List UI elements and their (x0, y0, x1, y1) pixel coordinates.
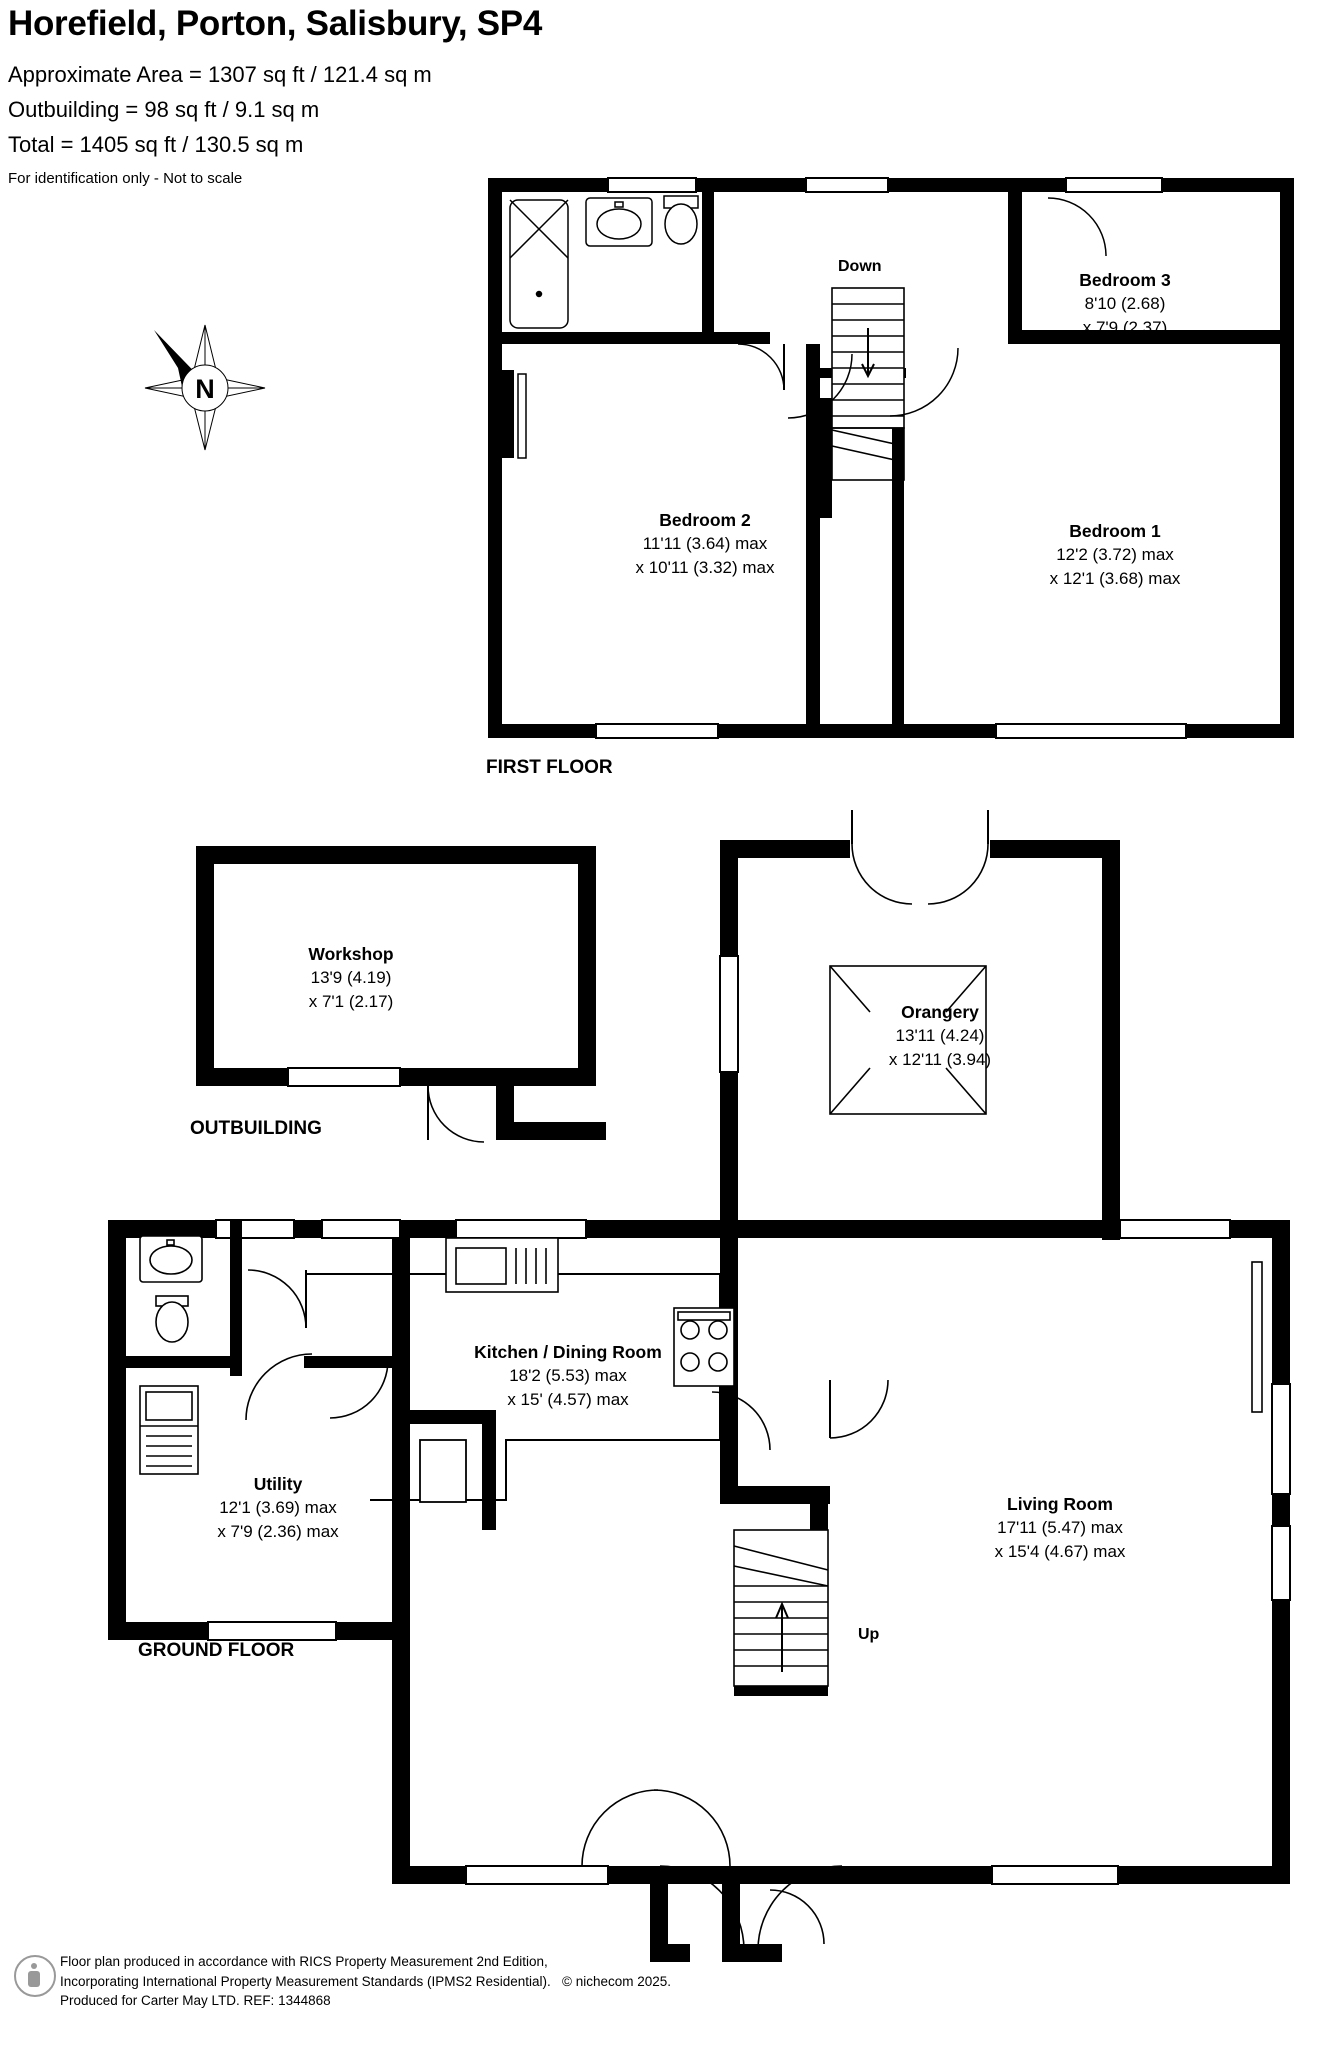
room-label-living-room (900, 1492, 1220, 1563)
disclaimer-text: For identification only - Not to scale (8, 170, 243, 187)
room-label-bedroom-1 (990, 519, 1240, 590)
room-dim-2: x 15' (4.57) max (507, 1389, 629, 1409)
footer-line-1: Floor plan produced in accordance with RICS Property Measurement 2nd Edition, (60, 1954, 548, 1969)
room-name: Living Room (1007, 1494, 1113, 1514)
footer-text (60, 1952, 671, 2011)
room-name: Bedroom 3 (1079, 270, 1171, 290)
room-label-kitchen-dining (378, 1340, 758, 1411)
stair-label-up: Up (858, 1626, 880, 1643)
room-dim-1: 8'10 (2.68) (1084, 294, 1166, 314)
room-dim-2: x 12'11 (3.94) (888, 1049, 992, 1069)
floor-label-outbuilding: OUTBUILDING (190, 1118, 322, 1139)
stair-label-down: Down (838, 258, 882, 275)
room-dim-1: 13'11 (4.24) (895, 1026, 985, 1046)
room-dim-2: x 10'11 (3.32) max (635, 557, 775, 577)
nichecom-logo (14, 1955, 56, 1997)
footer-line-2: Incorporating International Property Measurement Standards (IPMS2 Residential). (60, 1973, 551, 1989)
room-dim-2: x 15'4 (4.67) max (994, 1541, 1126, 1561)
room-dim-1: 11'11 (3.64) max (642, 534, 768, 554)
floor-label-first-floor: FIRST FLOOR (486, 757, 613, 778)
outbuilding-area-text: Outbuilding = 98 sq ft / 9.1 sq m (8, 97, 320, 122)
room-dim-1: 13'9 (4.19) (310, 968, 392, 988)
room-label-bedroom-2 (580, 508, 830, 579)
room-dim-1: 12'2 (3.72) max (1056, 545, 1174, 565)
footer-line-3: Produced for Carter May LTD. REF: 1344868 (60, 1993, 331, 2009)
page-title: Horefield, Porton, Salisbury, SP4 (8, 4, 543, 43)
room-name: Bedroom 1 (1069, 521, 1161, 541)
room-name: Workshop (308, 944, 394, 964)
room-dim-2: x 7'9 (2.36) max (217, 1521, 339, 1541)
room-name: Kitchen / Dining Room (474, 1342, 662, 1362)
approximate-area-text: Approximate Area = 1307 sq ft / 121.4 sq m (8, 62, 432, 87)
floor-label-ground-floor: GROUND FLOOR (138, 1640, 295, 1661)
footer-copyright: © nichecom 2025. (562, 1973, 672, 1989)
total-area-text: Total = 1405 sq ft / 130.5 sq m (8, 132, 304, 157)
first-floor-plan (488, 178, 1294, 738)
room-name: Utility (253, 1474, 303, 1494)
room-dim-1: 17'11 (5.47) max (997, 1518, 1123, 1538)
room-dim-2: x 7'1 (2.17) (308, 991, 394, 1011)
compass-rose (140, 320, 270, 455)
compass-north-label: N (195, 374, 215, 404)
room-label-utility (170, 1472, 386, 1543)
room-dim-1: 18'2 (5.53) max (509, 1366, 627, 1386)
room-dim-2: x 12'1 (3.68) max (1049, 568, 1181, 588)
room-label-bedroom-3 (1010, 268, 1240, 339)
room-name: Orangery (901, 1002, 979, 1022)
room-label-orangery (830, 1000, 1050, 1071)
room-dim-2: x 7'9 (2.37) (1082, 317, 1168, 337)
room-dim-1: 12'1 (3.69) max (219, 1498, 337, 1518)
room-name: Bedroom 2 (659, 510, 751, 530)
